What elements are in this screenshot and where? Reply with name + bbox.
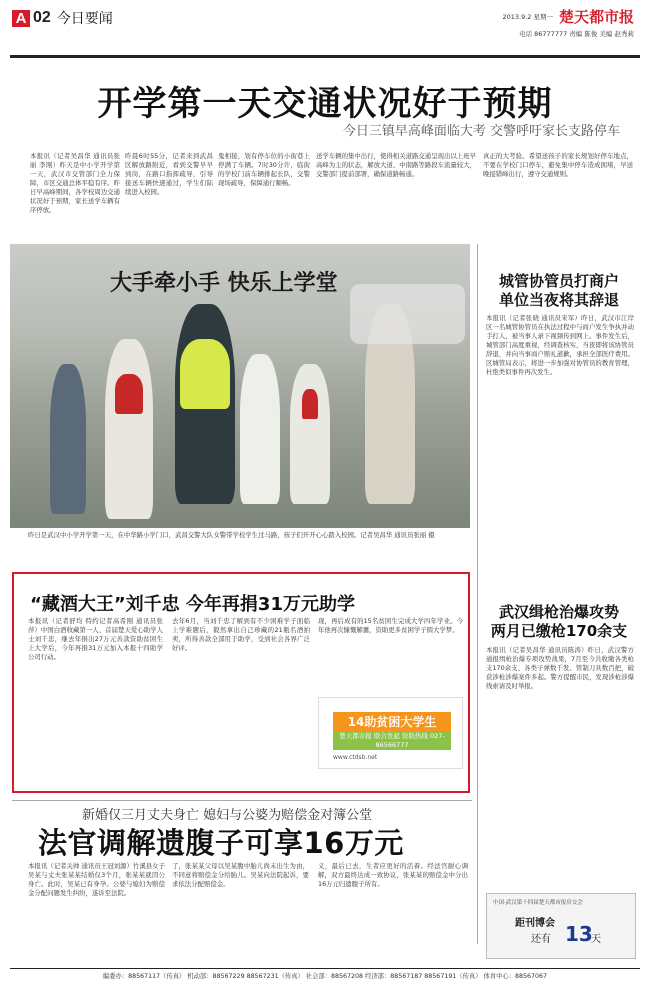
sidebar-divider [477,244,478,944]
sidebar-story-2-body: 本报讯（记者吴昌华 通讯员陈涛）昨日，武汉警方通报缉枪治爆专项攻势战果，7月至今共收缴各类枪支170余支、各类子弹数千发、管制刀具数百把，破获涉枪涉爆案件多起。警方提醒市民，发现涉枪涉爆线索请及时举报。 [486,646,634,690]
issue-date: 2013.9.2 星期一 [502,13,553,21]
charity-ad-subtitle: 楚天都市报 联合发起 资助热线 027-86566777 [333,732,451,750]
photo-caption: 昨日是武汉中小学开学第一天，在中华路小学门口，武昌交警大队女警带学校学生过马路，孩子们开开心心踏入校园。记者吴昌华 通讯员张丽 摄 [28,531,435,539]
newspaper-brand: 楚天都市报 [558,8,634,26]
lead-column-1: 本报讯（记者吴昌华 通讯员张丽 李刚）昨天是中小学开学第一天，武汉市交管部门全力保障，市区交通总体平稳有序。昨日早高峰期间，各学校周边交通状况好于预期，家长送学车辆有序停放。 [30,152,120,214]
page-footer: 编委办：88567117（传真） 机动部：88567229 88567231（传真） 社会部：88567208 经济部：88567187 88567191（传真） 体育中心：88567067 [10,968,640,983]
expo-ad-text: 中国·武汉第十四届楚天都市报房交会 [493,900,583,906]
expo-ad [486,893,636,959]
bottom-column-3: 义，最后已去，生者应更好的活着。经法官耐心调解，双方最终达成一致协议，张某某的赔偿金中分出16万元归遗腹子所有。 [318,862,468,888]
donation-column-2: 去年6月，当刘千忠了解到有不少困难学子面临上学难题后，毅然拿出自己珍藏的21瓶名酒拍卖，所得善款全部用于助学，受到社会各界广泛好评。 [172,617,310,652]
expo-ad-days: 13 [565,922,593,946]
lead-column-2: 昨晨6时55分，记者来到武昌区解放路附近，看到交警早早到岗，在路口指挥疏导，引导接送车辆快速通过，学生们陆续进入校园。 [125,152,213,196]
page-number: 02 [33,9,51,26]
header-rule [10,55,640,58]
page-header-right [502,6,634,38]
bottom-story-rule [12,800,472,801]
donation-column-1: 本报讯（记者舒均 特约记者高希刚 通讯员张萍）中国白酒收藏第一人、首届楚天爱心助学人士刘千忠，继去年捐出27万元善款资助贫困生上大学后，今年再捐31万元加入本报十四助学公司行动。 [28,617,163,661]
bottom-kicker: 新婚仅三月丈夫身亡 媳妇与公婆为赔偿金对簿公堂 [82,808,373,823]
lead-column-3: 鬼相接，划有停车位的小街巷上停满了车辆。7时30分许，临街的学校门前车辆排起长队，交警现场疏导，保障通行顺畅。 [218,152,310,187]
section-letter: A [12,10,30,27]
expo-ad-label: 距刊博会 [515,918,555,929]
lead-headline: 开学第一天交通状况好于预期 [97,84,553,124]
sidebar-story-1-body: 本报讯（记者张晓 通讯员宋军）昨日，武汉市江岸区一名城管协管员在执法过程中与商户发生争执并动手打人，被当事人录下视频传到网上。事件发生后，城管部门高度重视，经调查核实，当夜即将该协管员辞退，并向当事商户赔礼道歉，承担全部医疗费用。区城管局表示，将进一步加强对协管员的教育管理，杜绝类似事件再次发生。 [486,314,634,376]
lead-column-5: 真正的大考验。希望送孩子的家长规划好停车地点，不要在学校门口停车，避免集中停车造成拥堵，早送晚接错峰出行，遵守交通规则。 [483,152,633,178]
page-header-left [12,8,113,28]
section-name: 今日要闻 [56,11,113,27]
bottom-headline: 法官调解遗腹子可享16万元 [38,826,404,860]
lead-subheadline: 今日三镇早高峰面临大考 交警呼吁家长支路停车 [342,124,620,139]
donation-headline: “藏酒大王”刘千忠 今年再捐31万元助学 [30,594,355,615]
sidebar-story-2-headline: 武汉缉枪治爆攻势 两月已缴枪170余支 [490,603,628,640]
sidebar-story-1-headline: 城管协管员打商户 单位当夜将其辞退 [498,272,619,309]
charity-ad-title: 14助贫困大学生 [333,712,451,732]
charity-ad [318,697,463,769]
expo-ad-unit: 天 [591,934,601,945]
editor-credits: 电话 86777777 责编 陈俊 美编 赵秀莉 [519,30,634,38]
lead-column-4: 送学车辆的集中出行，使得相关道路交通呈现出以上班早高峰为主的状态，解放大道、中南路等路段车流量较大，交警部门提前部署，确保道路畅通。 [316,152,476,178]
expo-ad-prefix: 还有 [531,934,551,945]
donation-column-3: 现，再后成有的15名贫困生完成大学四年学业。今年他再次慷慨解囊，资助更多贫困学子圆大学梦。 [318,617,463,634]
charity-ad-url: www.ctdsb.net [333,754,378,761]
bottom-column-2: 了，张某某父母以吴某腹中胎儿尚未出生为由，不同意将赔偿金分给胎儿。吴某向法院起诉，要求依法分配赔偿金。 [172,862,309,888]
bottom-column-1: 本报讯（记者关帅 通讯员王冠刘源）竹溪县女子吴某与丈夫张某某结婚仅3个月，张某某就因公身亡。此时，吴某已有身孕。公婆与媳妇为赔偿金分配问题发生纠纷，遂诉至法院。 [28,862,165,897]
photo-headline: 大手牵小手 快乐上学堂 [110,271,338,296]
